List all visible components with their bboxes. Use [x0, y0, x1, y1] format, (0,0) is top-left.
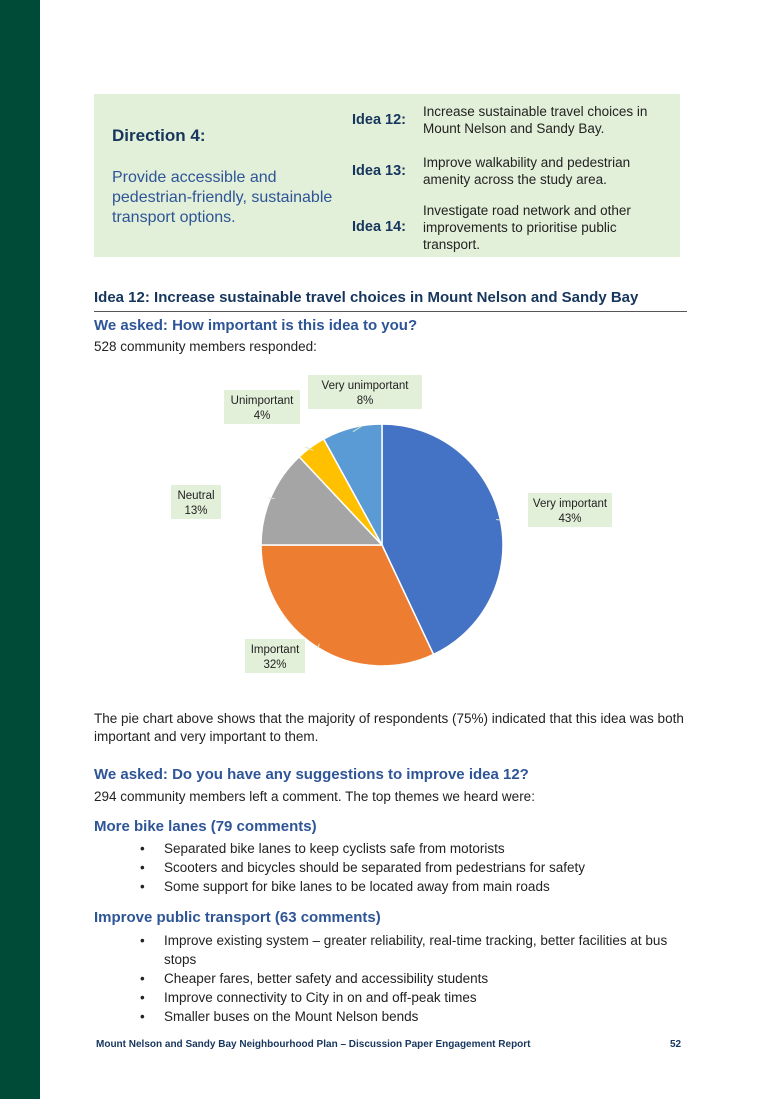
- list-item: • Smaller buses on the Mount Nelson bends: [140, 1007, 682, 1026]
- pie-category-label: Very unimportant: [321, 380, 409, 392]
- theme-bike-lanes-heading: More bike lanes (79 comments): [94, 818, 317, 835]
- list-item: • Scooters and bicycles should be separated from pedestrians for safety: [140, 858, 680, 877]
- section-heading: Idea 12: Increase sustainable travel choices in Mount Nelson and Sandy Bay: [94, 289, 639, 306]
- list-item: • Improve existing system – greater reliability, real-time tracking, better facilities at bus stops: [140, 931, 682, 969]
- list-item: • Separated bike lanes to keep cyclists safe from motorists: [140, 839, 680, 858]
- question-1-heading: We asked: How important is this idea to you?: [94, 317, 418, 334]
- footer-page-number: 52: [670, 1039, 682, 1050]
- idea-13-label: Idea 13:: [352, 163, 406, 179]
- pie-category-label: Very important: [532, 498, 608, 510]
- idea-13-text: Improve walkability and pedestrian amenity across the study area.: [423, 155, 631, 187]
- pie-leader-line: [496, 519, 500, 520]
- theme-public-transport-list: [140, 931, 682, 1026]
- theme-public-transport-heading: Improve public transport (63 comments): [94, 909, 381, 926]
- direction-description: Provide accessible and pedestrian-friendly, sustainable transport options.: [112, 169, 333, 226]
- pie-value-label: 8%: [356, 395, 374, 407]
- idea-12-label: Idea 12:: [352, 112, 406, 128]
- pie-category-label: Neutral: [177, 490, 215, 502]
- pie-value-label: 4%: [253, 410, 271, 422]
- pie-leader-line: [268, 498, 275, 499]
- question-2-heading: We asked: Do you have any suggestions to improve idea 12?: [94, 766, 529, 783]
- idea-14-label: Idea 14:: [352, 219, 406, 235]
- footer-report-title: Mount Nelson and Sandy Bay Neighbourhood Plan – Discussion Paper Engagement Report: [96, 1039, 531, 1050]
- pie-value-label: 43%: [558, 513, 582, 525]
- list-item: • Some support for bike lanes to be located away from main roads: [140, 877, 680, 896]
- pie-category-label: Unimportant: [230, 395, 294, 407]
- list-item: • Cheaper fares, better safety and accessibility students: [140, 969, 682, 988]
- idea-14-text: Investigate road network and other improvements to prioritise public transport.: [423, 203, 631, 252]
- chart-summary: The pie chart above shows that the majority of respondents (75%) indicated that this idea was both important and very important to them.: [94, 711, 684, 744]
- comments-intro: 294 community members left a comment. The top themes we heard were:: [94, 789, 535, 804]
- list-item: • Improve connectivity to City in on and off-peak times: [140, 988, 682, 1007]
- pie-value-label: 32%: [263, 659, 287, 671]
- idea-12-text: Increase sustainable travel choices in Mount Nelson and Sandy Bay.: [423, 104, 648, 136]
- direction-title: Direction 4:: [112, 126, 206, 145]
- pie-value-label: 13%: [184, 505, 208, 517]
- responded-count: 528 community members responded:: [94, 339, 317, 354]
- theme-bike-lanes-list: [140, 839, 680, 896]
- pie-category-label: Important: [250, 644, 300, 656]
